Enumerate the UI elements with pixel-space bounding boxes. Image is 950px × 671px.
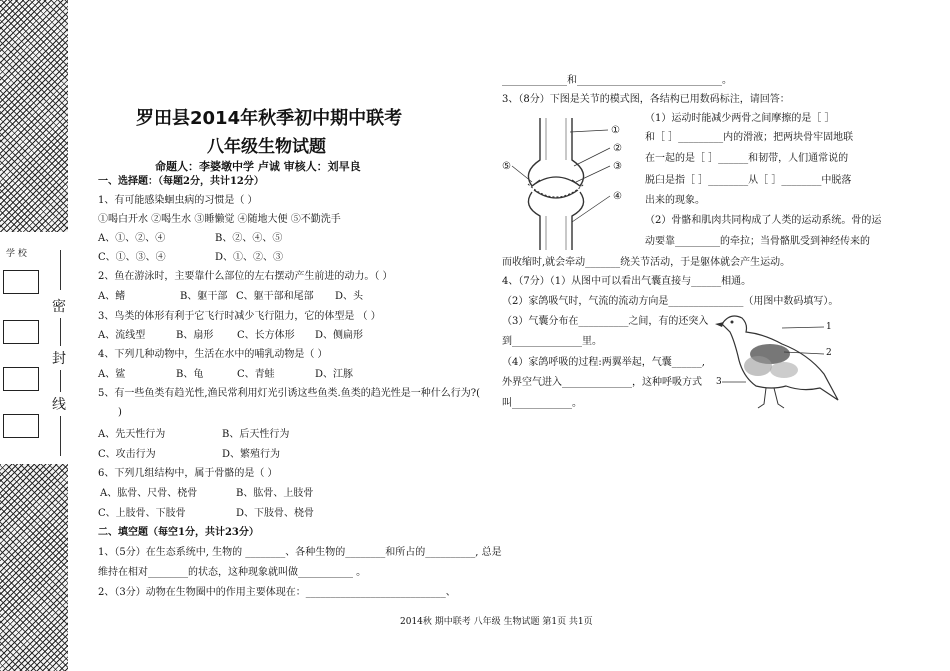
question-5: 5、有一些鱼类有趋光性,渔民常利用灯光引诱这些鱼类.鱼类的趋光性是一种什么行为?( — [98, 388, 480, 399]
bird-q4-line2: 外界空气进入______________，这种呼吸方式 — [502, 377, 702, 388]
seal-line — [60, 370, 61, 392]
bird-q4-line3: 叫____________。 — [502, 398, 582, 409]
q5-option-b[interactable]: B、后天性行为 — [222, 429, 290, 440]
q6-option-c[interactable]: C、上肢骨、下肢骨 — [98, 508, 186, 519]
bird-q3-line2: 到______________里。 — [502, 336, 602, 347]
q1-option-a[interactable]: A、①、②、④ — [98, 233, 166, 244]
school-label: 学 校 — [6, 249, 27, 259]
q3-option-d[interactable]: D、侧扁形 — [315, 330, 364, 341]
q3-option-c[interactable]: C、长方体形 — [237, 330, 295, 341]
q5-option-d[interactable]: D、繁殖行为 — [222, 449, 281, 460]
joint-label-1: ① — [611, 125, 620, 136]
joint-label-5: ⑤ — [502, 161, 511, 172]
seal-line — [60, 318, 61, 346]
joint-q2-line3: 而收缩时,就会牵动_______绕关节活动，于是躯体就会产生运动。 — [502, 257, 791, 268]
joint-label-2: ② — [613, 143, 622, 154]
authors-line: 命题人：李婆墩中学 卢诚 审核人：刘早良 — [155, 160, 361, 173]
exam-title: 罗田县2014年秋季初中期中联考 — [136, 108, 403, 129]
q2-option-c[interactable]: C、躯干部和尾部 — [236, 291, 314, 302]
bird-label-3: 3 — [716, 377, 722, 387]
bird-label-2: 2 — [826, 348, 832, 358]
joint-label-3: ③ — [613, 161, 622, 172]
exam-subtitle: 八年级生物试题 — [207, 137, 326, 157]
seal-char-feng: 封 — [52, 351, 66, 367]
seal-char-xian: 线 — [52, 397, 66, 413]
joint-q1-line1: （1）运动时能减少两骨之间摩擦的是［ ］ — [645, 113, 835, 124]
page-footer: 2014秋 期中联考 八年级 生物试题 第1页 共1页 — [400, 617, 593, 627]
fill-question-2: 2、（3分）动物在生物圈中的作用主要体现在：____________________________、 — [98, 587, 456, 598]
q4-option-c[interactable]: C、青蛙 — [237, 369, 275, 380]
joint-label-4: ④ — [613, 191, 622, 202]
seal-line — [60, 416, 61, 456]
joint-q1-line3: 在一起的是［ ］______和韧带，人们通常说的 — [645, 153, 849, 164]
q5-option-c[interactable]: C、攻击行为 — [98, 449, 156, 460]
question-2: 2、鱼在游泳时，主要靠什么部位的左右摆动产生前进的动力。（ ） — [98, 271, 393, 282]
q2-option-d[interactable]: D、头 — [335, 291, 364, 302]
fill-question-1: 1、（5分）在生态系统中, 生物的 ________、各种生物的________和所占的__________, 总是 — [98, 547, 502, 558]
q6-option-b[interactable]: B、肱骨、上肢骨 — [236, 488, 314, 499]
joint-q1-line4: 脱臼是指［ ］________从［ ］________中脱落 — [645, 175, 852, 186]
school-field[interactable] — [3, 270, 39, 294]
joint-q1-line2: 和［ ］_________内的滑液；把两块骨牢固地联 — [645, 132, 854, 143]
q1-option-d[interactable]: D、①、②、③ — [215, 252, 284, 263]
q1-option-c[interactable]: C、①、③、④ — [98, 252, 166, 263]
binding-panel — [0, 232, 68, 464]
q4-option-b[interactable]: B、龟 — [176, 369, 204, 380]
question-6: 6、下列几组结构中，属于骨骼的是（ ） — [98, 468, 278, 479]
question-bird: 4、（7分）（1）从图中可以看出气囊直接与______相通。 — [502, 276, 752, 287]
question-3: 3、鸟类的体形有利于它飞行时减少飞行阻力，它的体型是 （ ） — [98, 311, 381, 322]
q1-option-b[interactable]: B、②、④、⑤ — [215, 233, 283, 244]
q2-option-b[interactable]: B、躯干部 — [180, 291, 228, 302]
section-fill-heading: 二、填空题（每空1分，共计23分） — [98, 527, 259, 538]
joint-q2-line1: （2）骨骼和肌肉共同构成了人类的运动系统。骨的运 — [645, 215, 882, 226]
seal-char-mi: 密 — [52, 299, 66, 315]
question-joint: 3、（8分）下图是关节的模式图，各结构已用数码标注，请回答： — [502, 94, 790, 105]
fill-question-1-cont: 维持在相对________的状态，这种现象就叫做___________ 。 — [98, 567, 367, 578]
question-5-end: ) — [118, 407, 122, 418]
pigeon-diagram — [712, 310, 860, 410]
class-field[interactable] — [3, 320, 39, 344]
bird-q2: （2）家鸽吸气时，气流的流动方向是_______________（用图中数码填写）。 — [502, 296, 839, 307]
seal-line — [60, 250, 61, 290]
q4-option-a[interactable]: A、鲨 — [98, 369, 126, 380]
q6-option-d[interactable]: D、下肢骨、桡骨 — [236, 508, 315, 519]
q3-option-a[interactable]: A、流线型 — [98, 330, 146, 341]
joint-q1-line5: 出来的现象。 — [645, 195, 705, 206]
name-field[interactable] — [3, 367, 39, 391]
q3-option-b[interactable]: B、扇形 — [176, 330, 214, 341]
number-field[interactable] — [3, 414, 39, 438]
question-4: 4、下列几种动物中，生活在水中的哺乳动物是（ ） — [98, 349, 328, 360]
bird-label-1: 1 — [826, 322, 832, 332]
bird-q3-line1: （3）气囊分布在__________之间，有的还突入 — [502, 316, 709, 327]
joint-q2-line2: 动要靠_________的牵拉；当骨骼肌受到神经传来的 — [645, 236, 870, 247]
q2-option-a[interactable]: A、鳍 — [98, 291, 126, 302]
section-choice-heading: 一、选择题：（每题2分，共计12分） — [98, 176, 264, 187]
question-1-items: ①喝白开水 ②喝生水 ③睡懒觉 ④随地大便 ⑤不勤洗手 — [98, 214, 341, 225]
question-1: 1、有可能感染蛔虫病的习惯是（ ） — [98, 195, 258, 206]
bird-q4-line1: （4）家鸽呼吸的过程:两翼举起，气囊______, — [502, 357, 705, 368]
carryover-line: _____________和_____________________________。 — [502, 75, 732, 86]
q5-option-a[interactable]: A、先天性行为 — [98, 429, 166, 440]
q4-option-d[interactable]: D、江豚 — [315, 369, 354, 380]
q6-option-a[interactable]: A、肱骨、尺骨、桡骨 — [100, 488, 198, 499]
